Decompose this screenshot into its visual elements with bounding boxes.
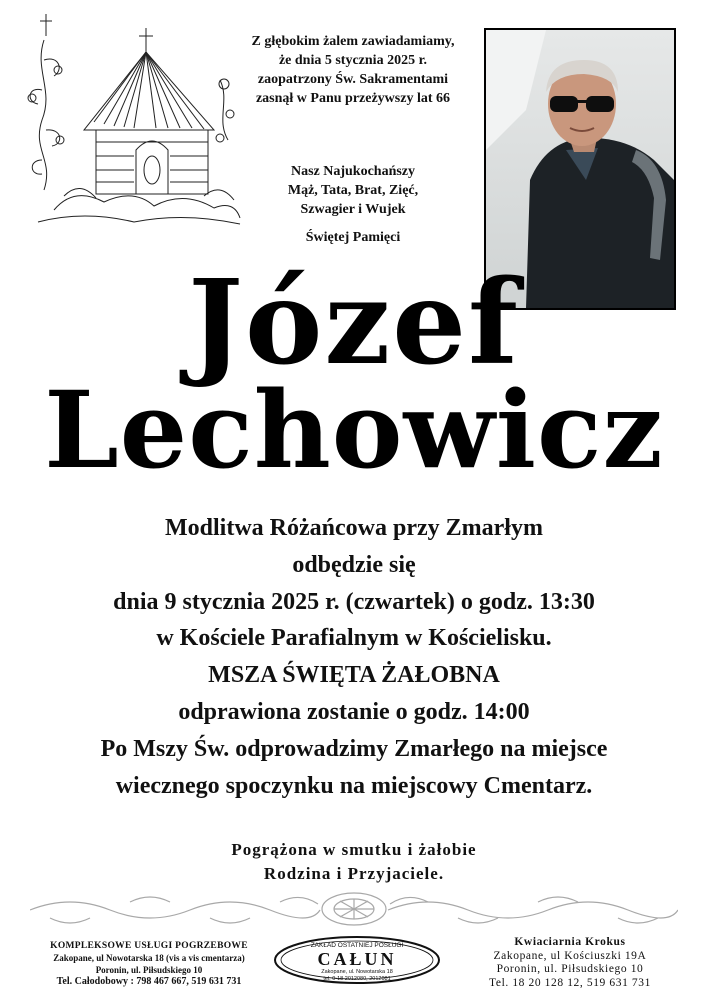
funeral-home-phone: Tel. Całodobowy : 798 467 667, 519 631 731 xyxy=(56,976,242,987)
announcement-line: w Kościele Parafialnym w Kościelisku. xyxy=(156,625,552,652)
family-line: Nasz Najukochańszy xyxy=(290,164,416,179)
memory-caption: Świętej Pamięci xyxy=(305,230,401,245)
calun-logo xyxy=(272,935,442,985)
intro-text xyxy=(222,32,484,108)
family-relations xyxy=(222,162,484,219)
announcement-line: odbędzie się xyxy=(292,551,416,578)
funeral-announcement xyxy=(0,510,708,804)
announcement-line: dnia 9 stycznia 2025 r. (czwartek) o godz. 13:30 xyxy=(113,588,595,615)
announcement-line: Po Mszy Św. odprowadzimy Zmarłego na miejsce xyxy=(100,735,608,762)
funeral-home-title: KOMPLEKSOWE USŁUGI POGRZEBOWE xyxy=(50,941,248,951)
deceased-last-name: Lechowicz xyxy=(44,367,664,492)
logo-top-text: ZAKŁAD OSTATNIEJ POSŁUGI xyxy=(310,942,404,949)
announcement-line: odprawiona zostanie o godz. 14:00 xyxy=(178,698,530,725)
florist-title: Kwiaciarnia Krokus xyxy=(514,936,626,948)
logo-name: CAŁUN xyxy=(317,949,397,969)
announcement-line: MSZA ŚWIĘTA ŻAŁOBNA xyxy=(208,662,500,689)
announcement-line: wiecznego spoczynku na miejscowy Cmentarz. xyxy=(115,772,593,799)
intro-line: zaopatrzony Św. Sakramentami xyxy=(257,72,449,87)
florist-info xyxy=(445,936,695,990)
intro-line: zasnął w Panu przeżywszy lat 66 xyxy=(255,91,451,106)
florist-phone: Tel. 18 20 128 12, 519 631 731 xyxy=(489,976,651,989)
closing-line: Pogrążona w smutku i żałobie xyxy=(231,840,477,859)
florist-address: Poronin, ul. Piłsudskiego 10 xyxy=(496,963,644,975)
announcement-line: Modlitwa Różańcowa przy Zmarłym xyxy=(165,515,543,541)
funeral-home-address: Poronin, ul. Piłsudskiego 10 xyxy=(95,965,203,975)
chapel-sketch-icon xyxy=(24,10,244,230)
intro-line: że dnia 5 stycznia 2025 r. xyxy=(278,53,428,68)
florist-address: Zakopane, ul Kościuszki 19A xyxy=(493,949,647,962)
intro-line: Z głębokim żalem zawiadamiamy, xyxy=(251,34,455,49)
family-line: Szwagier i Wujek xyxy=(300,202,406,217)
deceased-first-name: Józef xyxy=(188,255,520,391)
funeral-home-info xyxy=(14,940,284,988)
closing-line: Rodzina i Przyjaciele. xyxy=(263,864,445,883)
floral-divider-icon xyxy=(30,888,678,930)
logo-address: Zakopane, ul. Nowotarska 18 xyxy=(321,969,393,975)
family-line: Mąż, Tata, Brat, Zięć, xyxy=(287,183,419,198)
closing-signature xyxy=(0,838,708,886)
logo-phone: tel. 0-18 2012080, 2012081 xyxy=(323,976,391,982)
funeral-home-address: Zakopane, ul Nowotarska 18 (vis a vis cmentarza) xyxy=(53,953,245,963)
